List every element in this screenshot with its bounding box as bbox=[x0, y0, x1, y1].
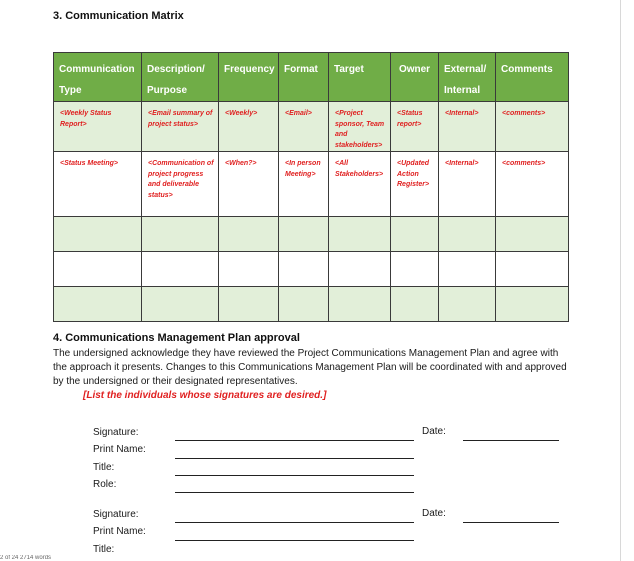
print-name-line[interactable] bbox=[175, 458, 414, 459]
table-cell[interactable] bbox=[54, 252, 142, 287]
date-line[interactable] bbox=[463, 522, 559, 523]
page-edge bbox=[620, 0, 621, 561]
table-cell[interactable]: <All Stakeholders> bbox=[329, 152, 391, 217]
status-bar-word-count: 2 of 24 2714 words bbox=[0, 555, 52, 561]
title-label: Title: bbox=[93, 462, 115, 473]
table-cell[interactable]: <In person Meeting> bbox=[279, 152, 329, 217]
table-cell[interactable]: <Project sponsor, Team and stakeholders> bbox=[329, 102, 391, 152]
table-row-empty bbox=[54, 252, 569, 287]
table-cell[interactable] bbox=[54, 217, 142, 252]
signature-line[interactable] bbox=[175, 522, 414, 523]
table-cell[interactable]: <When?> bbox=[219, 152, 279, 217]
table-cell[interactable] bbox=[142, 287, 219, 322]
section-3-title: 3. Communication Matrix bbox=[53, 10, 184, 22]
date-line[interactable] bbox=[463, 440, 559, 441]
table-row-empty bbox=[54, 217, 569, 252]
header-format: Format bbox=[279, 53, 329, 102]
header-target: Target bbox=[329, 53, 391, 102]
section-4-title: 4. Communications Management Plan approval bbox=[53, 332, 300, 344]
table-row-empty bbox=[54, 287, 569, 322]
table-cell[interactable] bbox=[329, 217, 391, 252]
signature-label: Signature: bbox=[93, 427, 139, 438]
communication-matrix-table bbox=[53, 52, 569, 322]
table-cell[interactable] bbox=[391, 252, 439, 287]
table-cell[interactable] bbox=[279, 217, 329, 252]
header-communication-type: Communication Type bbox=[54, 53, 142, 102]
table-cell[interactable]: <Weekly Status Report> bbox=[54, 102, 142, 152]
signature-line[interactable] bbox=[175, 440, 414, 441]
approval-paragraph: The undersigned acknowledge they have reviewed the Project Communications Management Plan and agree with the approach it presents. Changes to this Communications Management Plan will be coordinated with and approved by the undersigned or their designated representatives. bbox=[53, 348, 567, 387]
table-cell[interactable]: <Status Meeting> bbox=[54, 152, 142, 217]
table-cell[interactable] bbox=[279, 252, 329, 287]
header-description-purpose: Description/ Purpose bbox=[142, 53, 219, 102]
table-header-row bbox=[54, 53, 569, 102]
table-cell[interactable]: <Communication of project progress and deliverable status> bbox=[142, 152, 219, 217]
table-cell[interactable]: <Status report> bbox=[391, 102, 439, 152]
date-label: Date: bbox=[422, 426, 446, 437]
table-cell[interactable] bbox=[219, 287, 279, 322]
table-row bbox=[54, 102, 569, 152]
header-external-internal: External/ Internal bbox=[439, 53, 496, 102]
table-cell[interactable]: <Email> bbox=[279, 102, 329, 152]
table-cell[interactable] bbox=[496, 287, 569, 322]
table-cell[interactable]: <Email summary of project status> bbox=[142, 102, 219, 152]
table-cell[interactable] bbox=[496, 217, 569, 252]
table-cell[interactable] bbox=[439, 252, 496, 287]
table-cell[interactable]: <Internal> bbox=[439, 102, 496, 152]
table-cell[interactable] bbox=[219, 252, 279, 287]
table-cell[interactable] bbox=[219, 217, 279, 252]
table-cell[interactable] bbox=[439, 217, 496, 252]
table-cell[interactable] bbox=[329, 287, 391, 322]
table-cell[interactable]: <comments> bbox=[496, 152, 569, 217]
table-cell[interactable] bbox=[329, 252, 391, 287]
table-cell[interactable]: <Weekly> bbox=[219, 102, 279, 152]
table-cell[interactable] bbox=[439, 287, 496, 322]
table-cell[interactable]: <comments> bbox=[496, 102, 569, 152]
print-name-label: Print Name: bbox=[93, 444, 146, 455]
table-cell[interactable]: <Internal> bbox=[439, 152, 496, 217]
signature-instruction-note: [List the individuals whose signatures are desired.] bbox=[83, 390, 327, 401]
table-row bbox=[54, 152, 569, 217]
table-cell[interactable] bbox=[391, 217, 439, 252]
print-name-line[interactable] bbox=[175, 540, 414, 541]
title-line[interactable] bbox=[175, 475, 414, 476]
date-label: Date: bbox=[422, 508, 446, 519]
role-line[interactable] bbox=[175, 492, 414, 493]
table-cell[interactable]: <Updated Action Register> bbox=[391, 152, 439, 217]
role-label: Role: bbox=[93, 479, 117, 490]
table-cell[interactable] bbox=[391, 287, 439, 322]
header-comments: Comments bbox=[496, 53, 569, 102]
print-name-label: Print Name: bbox=[93, 526, 146, 537]
table-cell[interactable] bbox=[279, 287, 329, 322]
table-cell[interactable] bbox=[54, 287, 142, 322]
table-cell[interactable] bbox=[496, 252, 569, 287]
title-label: Title: bbox=[93, 544, 115, 555]
signature-label: Signature: bbox=[93, 509, 139, 520]
table-cell[interactable] bbox=[142, 217, 219, 252]
header-frequency: Frequency bbox=[219, 53, 279, 102]
header-owner: Owner bbox=[391, 53, 439, 102]
table-cell[interactable] bbox=[142, 252, 219, 287]
